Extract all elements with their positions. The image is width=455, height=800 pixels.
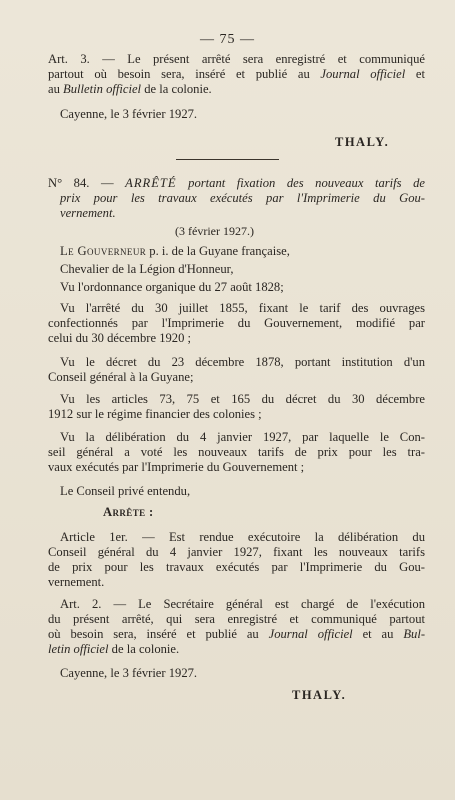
article-2-line-4: letin officiel de la colonie. <box>48 642 180 656</box>
article-2-line-1: Art. 2. — Le Secrétaire général est chargé de l'exécution <box>60 597 425 611</box>
vu-arrete-line-1: Vu l'arrêté du 30 juillet 1855, fixant le tarif des ouvrages <box>60 301 425 315</box>
article-2-line-3: où besoin sera, inséré et publié au Journal officiel et au Bul- <box>48 627 426 641</box>
page-number: — 75 — <box>200 32 255 47</box>
signature-1: THALY. <box>335 135 390 149</box>
article-3-line-2: partout où besoin sera, inséré et publié au Journal officiel et <box>48 67 425 81</box>
vu-articles-line-2: 1912 sur le régime financier des colonies ; <box>48 407 262 421</box>
vu-deliberation-line-2: seil général a voté les nouveaux tarifs de prix pour les tra- <box>48 445 425 459</box>
section-divider <box>176 159 279 160</box>
arrete-date: (3 février 1927.) <box>175 224 254 238</box>
vu-deliberation-line-1: Vu la délibération du 4 janvier 1927, par laquelle le Con- <box>60 430 425 444</box>
bulletin-officiel-italic: Bulletin officiel <box>63 82 142 96</box>
article-2-line-2: du présent arrêté, qui sera enregistré et communiqué partout <box>48 612 425 626</box>
signature-2: THALY. <box>292 688 347 702</box>
arrete-label: Arrête : <box>103 505 154 519</box>
vu-arrete-line-2: confectionnés par l'Imprimerie du Gouvernement, modifié par <box>48 316 425 330</box>
vu-decret-line-2: Conseil général à la Guyane; <box>48 370 194 384</box>
article-3-line-3: au Bulletin officiel de la colonie. <box>48 82 212 96</box>
gouverneur-line: Le Gouverneur p. i. de la Guyane française, <box>60 244 290 258</box>
vu-deliberation-line-3: vaux exécutés par l'Imprimerie du Gouvernement ; <box>48 460 305 474</box>
conseil-prive-line: Le Conseil privé entendu, <box>60 484 191 498</box>
article-1-line-4: vernement. <box>48 575 105 589</box>
journal-officiel-italic: Journal officiel <box>320 67 406 81</box>
article-1-line-1: Article 1er. — Est rendue exécutoire la délibération du <box>60 530 425 544</box>
chevalier-line: Chevalier de la Légion d'Honneur, <box>60 262 234 276</box>
vu-ordonnance: Vu l'ordonnance organique du 27 août 1828; <box>60 280 284 294</box>
article-3-line-1: Art. 3. — Le présent arrêté sera enregistré et communiqué <box>48 52 425 66</box>
arrete-heading-line-3: vernement. <box>60 206 116 220</box>
date-line-2: Cayenne, le 3 février 1927. <box>60 666 198 680</box>
vu-arrete-line-3: celui du 30 décembre 1920 ; <box>48 331 192 345</box>
article-1-line-2: Conseil général du 4 janvier 1927, fixant les nouveaux tarifs <box>48 545 425 559</box>
vu-decret-line-1: Vu le décret du 23 décembre 1878, portant institution d'un <box>60 355 425 369</box>
vu-articles-line-1: Vu les articles 73, 75 et 165 du décret du 30 décembre <box>60 392 425 406</box>
arrete-heading-line-1: N° 84. — ARRÊTÉ portant fixation des nouveaux tarifs de <box>48 176 426 190</box>
article-1-line-3: de prix pour les travaux exécutés par l'Imprimerie du Gou- <box>48 560 425 574</box>
date-line-1: Cayenne, le 3 février 1927. <box>60 107 198 121</box>
arrete-heading-line-2: prix pour les travaux exécutés par l'Imprimerie du Gou- <box>60 191 425 205</box>
